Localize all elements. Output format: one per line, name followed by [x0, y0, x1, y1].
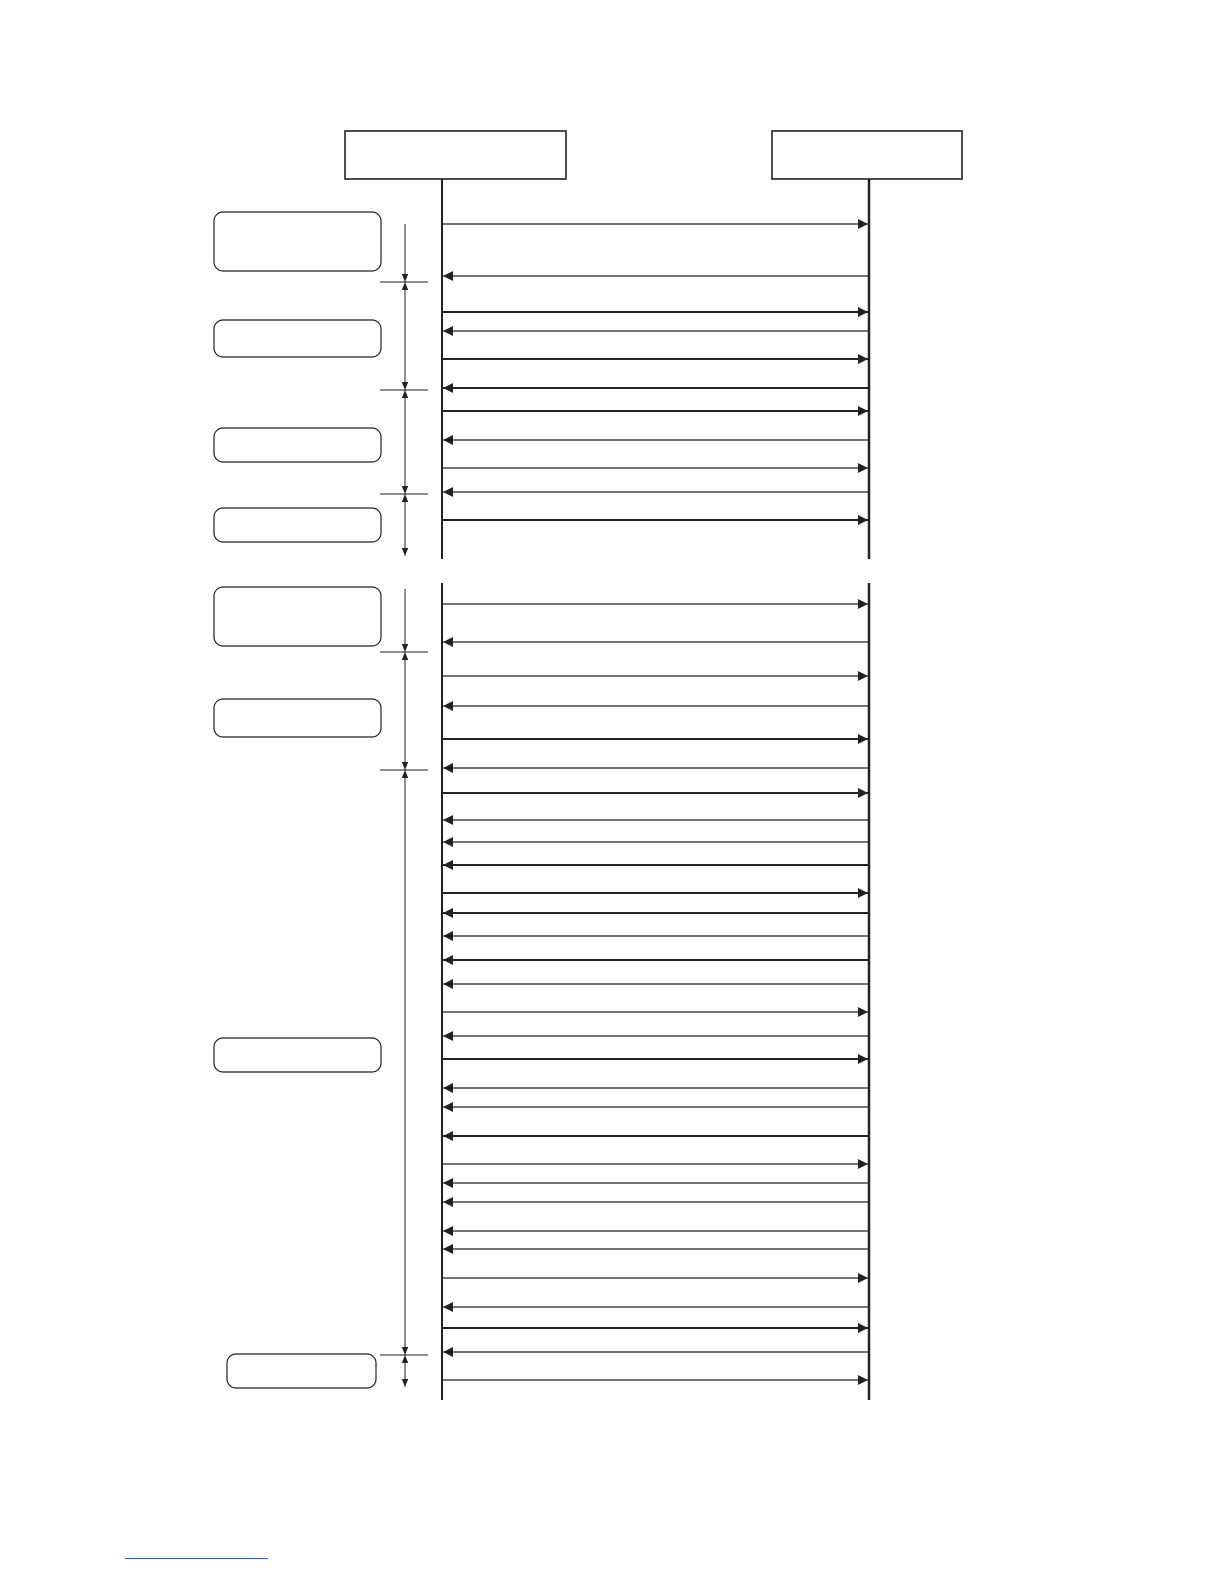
phase-box-8 [227, 1354, 376, 1388]
phase-box-5 [214, 587, 381, 646]
phase-box-6 [214, 699, 381, 737]
phase-box-3 [214, 428, 381, 462]
participant-box-left [345, 131, 566, 179]
messages-layer [443, 224, 868, 1380]
phase-box-4 [214, 508, 381, 542]
footer-link-underline[interactable] [125, 1558, 268, 1559]
phase-box-1 [214, 212, 381, 271]
participant-box-right [772, 131, 962, 179]
phase-box-7 [214, 1038, 381, 1072]
phase-box-2 [214, 320, 381, 357]
